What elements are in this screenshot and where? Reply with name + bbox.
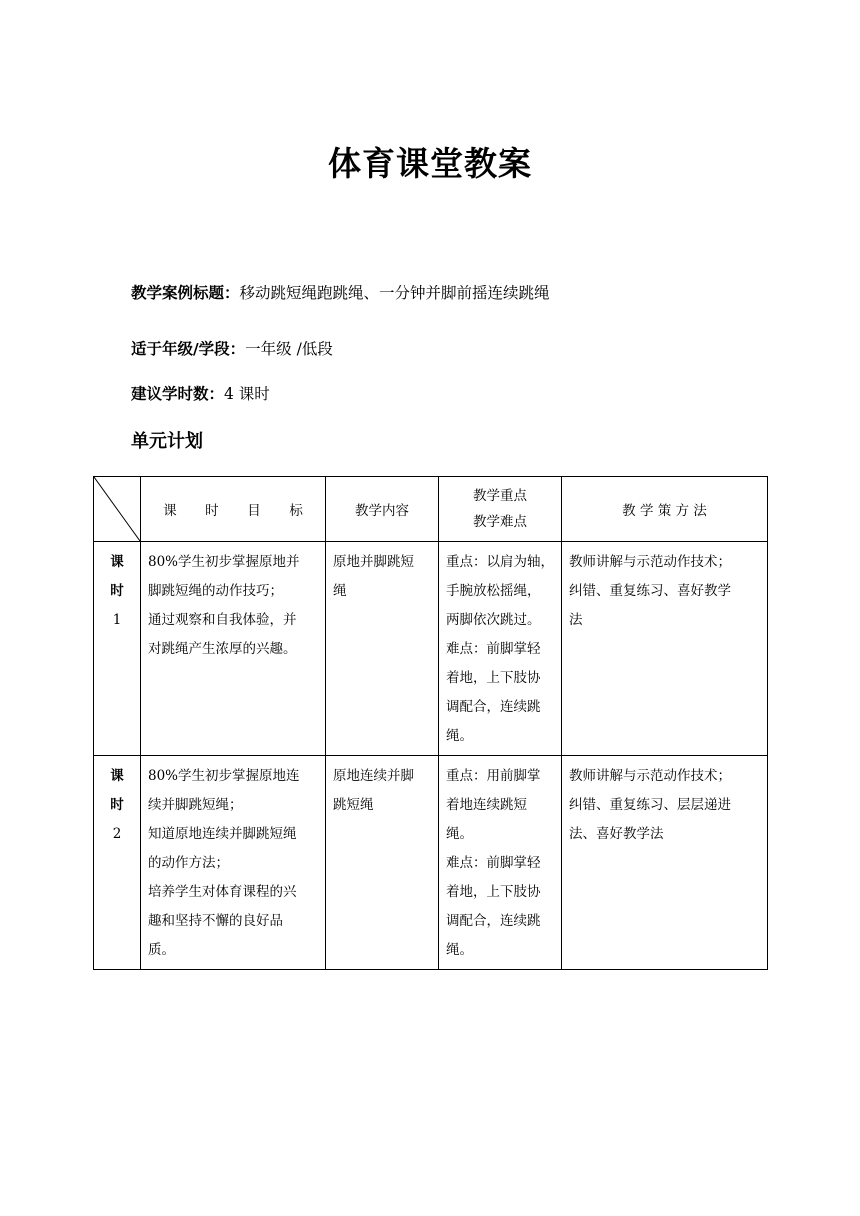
method-cell-line: 纠错、重复练习、喜好教学 bbox=[569, 583, 731, 599]
hours-label: 建议学时数： bbox=[131, 385, 225, 403]
key-difficulty-header bbox=[439, 477, 562, 542]
goal-cell-line: 80%学生初步掌握原地并 bbox=[148, 554, 300, 570]
goal-cell-line: 通过观察和自我体验，并 bbox=[148, 612, 297, 628]
method-cell bbox=[562, 756, 768, 970]
table-header-row bbox=[94, 477, 768, 542]
hours-line bbox=[131, 382, 270, 404]
key-difficulty-cell-line: 重点：用前脚掌 bbox=[446, 768, 541, 784]
table-row bbox=[94, 542, 768, 756]
difficulty-header: 教学难点 bbox=[473, 514, 527, 530]
goal-cell-line: 知道原地连续并脚跳短绳 bbox=[148, 826, 297, 842]
key-difficulty-cell-line: 绳。 bbox=[446, 826, 473, 842]
content-header: 教学内容 bbox=[326, 477, 439, 542]
method-cell-line: 纠错、重复练习、层层递进 bbox=[569, 797, 731, 813]
diagonal-line bbox=[94, 477, 140, 541]
goal-cell-line: 续并脚跳短绳； bbox=[148, 797, 243, 813]
content-cell-line: 原地连续并脚 bbox=[333, 768, 414, 784]
key-difficulty-cell-line: 难点：前脚掌轻 bbox=[446, 641, 541, 657]
goal-cell-line: 脚跳短绳的动作技巧； bbox=[148, 583, 283, 599]
content-cell-line: 原地并脚跳短 bbox=[333, 554, 414, 570]
lesson-label-cell bbox=[94, 756, 141, 970]
lesson-label-char: 时 bbox=[110, 583, 124, 599]
key-difficulty-cell-line: 手腕放松摇绳， bbox=[446, 583, 541, 599]
hours-value: 4 课时 bbox=[224, 385, 270, 403]
grade-line bbox=[131, 337, 333, 359]
grade-label: 适于年级/学段： bbox=[131, 340, 246, 358]
goal-cell bbox=[141, 542, 326, 756]
method-cell-line: 法、喜好教学法 bbox=[569, 826, 664, 842]
lesson-label-char: 1 bbox=[112, 612, 122, 628]
page-title: 体育课堂教案 bbox=[328, 144, 532, 183]
goal-cell-line: 的动作方法； bbox=[148, 855, 229, 871]
lesson-label-char: 时 bbox=[110, 797, 124, 813]
content-cell-line: 跳短绳 bbox=[333, 797, 374, 813]
key-difficulty-cell-line: 着地连续跳短 bbox=[446, 797, 527, 813]
content-cell-line: 绳 bbox=[333, 583, 347, 599]
diagonal-header-cell bbox=[94, 477, 141, 542]
case-title-label: 教学案例标题： bbox=[131, 284, 240, 302]
goal-cell-line: 培养学生对体育课程的兴 bbox=[148, 884, 297, 900]
goal-cell-line: 对跳绳产生浓厚的兴趣。 bbox=[148, 641, 297, 657]
content-cell bbox=[326, 756, 439, 970]
key-difficulty-cell-line: 调配合，连续跳 bbox=[446, 913, 541, 929]
key-difficulty-cell-line: 调配合，连续跳 bbox=[446, 699, 541, 715]
method-cell-line: 法 bbox=[569, 612, 583, 628]
goal-cell bbox=[141, 756, 326, 970]
table-row bbox=[94, 756, 768, 970]
content-cell bbox=[326, 542, 439, 756]
method-cell-line: 教师讲解与示范动作技术； bbox=[569, 768, 731, 784]
grade-value: 一年级 /低段 bbox=[245, 340, 333, 358]
case-title-value: 移动跳短绳跑跳绳、一分钟并脚前摇连续跳绳 bbox=[239, 284, 550, 302]
unit-plan-table bbox=[93, 476, 768, 970]
unit-plan-heading: 单元计划 bbox=[131, 431, 203, 452]
goal-cell-line: 趣和坚持不懈的良好品 bbox=[148, 913, 283, 929]
method-header: 教 学 策 方 法 bbox=[562, 477, 768, 542]
goal-cell-line: 80%学生初步掌握原地连 bbox=[148, 768, 300, 784]
key-difficulty-cell-line: 着地，上下肢协 bbox=[446, 884, 541, 900]
lesson-label-char: 课 bbox=[110, 768, 124, 784]
lesson-label-char: 2 bbox=[112, 826, 122, 842]
case-title-line bbox=[131, 281, 550, 303]
goal-header: 课 时 目 标 bbox=[141, 477, 326, 542]
key-difficulty-cell bbox=[439, 756, 562, 970]
key-difficulty-cell-line: 重点：以肩为轴， bbox=[446, 554, 554, 570]
lesson-label-char: 课 bbox=[110, 554, 124, 570]
key-difficulty-cell bbox=[439, 542, 562, 756]
key-difficulty-cell-line: 绳。 bbox=[446, 942, 473, 958]
method-cell-line: 教师讲解与示范动作技术； bbox=[569, 554, 731, 570]
key-difficulty-cell-line: 两脚依次跳过。 bbox=[446, 612, 541, 628]
method-cell bbox=[562, 542, 768, 756]
goal-cell-line: 质。 bbox=[148, 942, 175, 958]
key-difficulty-cell-line: 难点：前脚掌轻 bbox=[446, 855, 541, 871]
key-difficulty-cell-line: 着地，上下肢协 bbox=[446, 670, 541, 686]
key-point-header: 教学重点 bbox=[473, 488, 527, 504]
key-difficulty-cell-line: 绳。 bbox=[446, 728, 473, 744]
lesson-label-cell bbox=[94, 542, 141, 756]
